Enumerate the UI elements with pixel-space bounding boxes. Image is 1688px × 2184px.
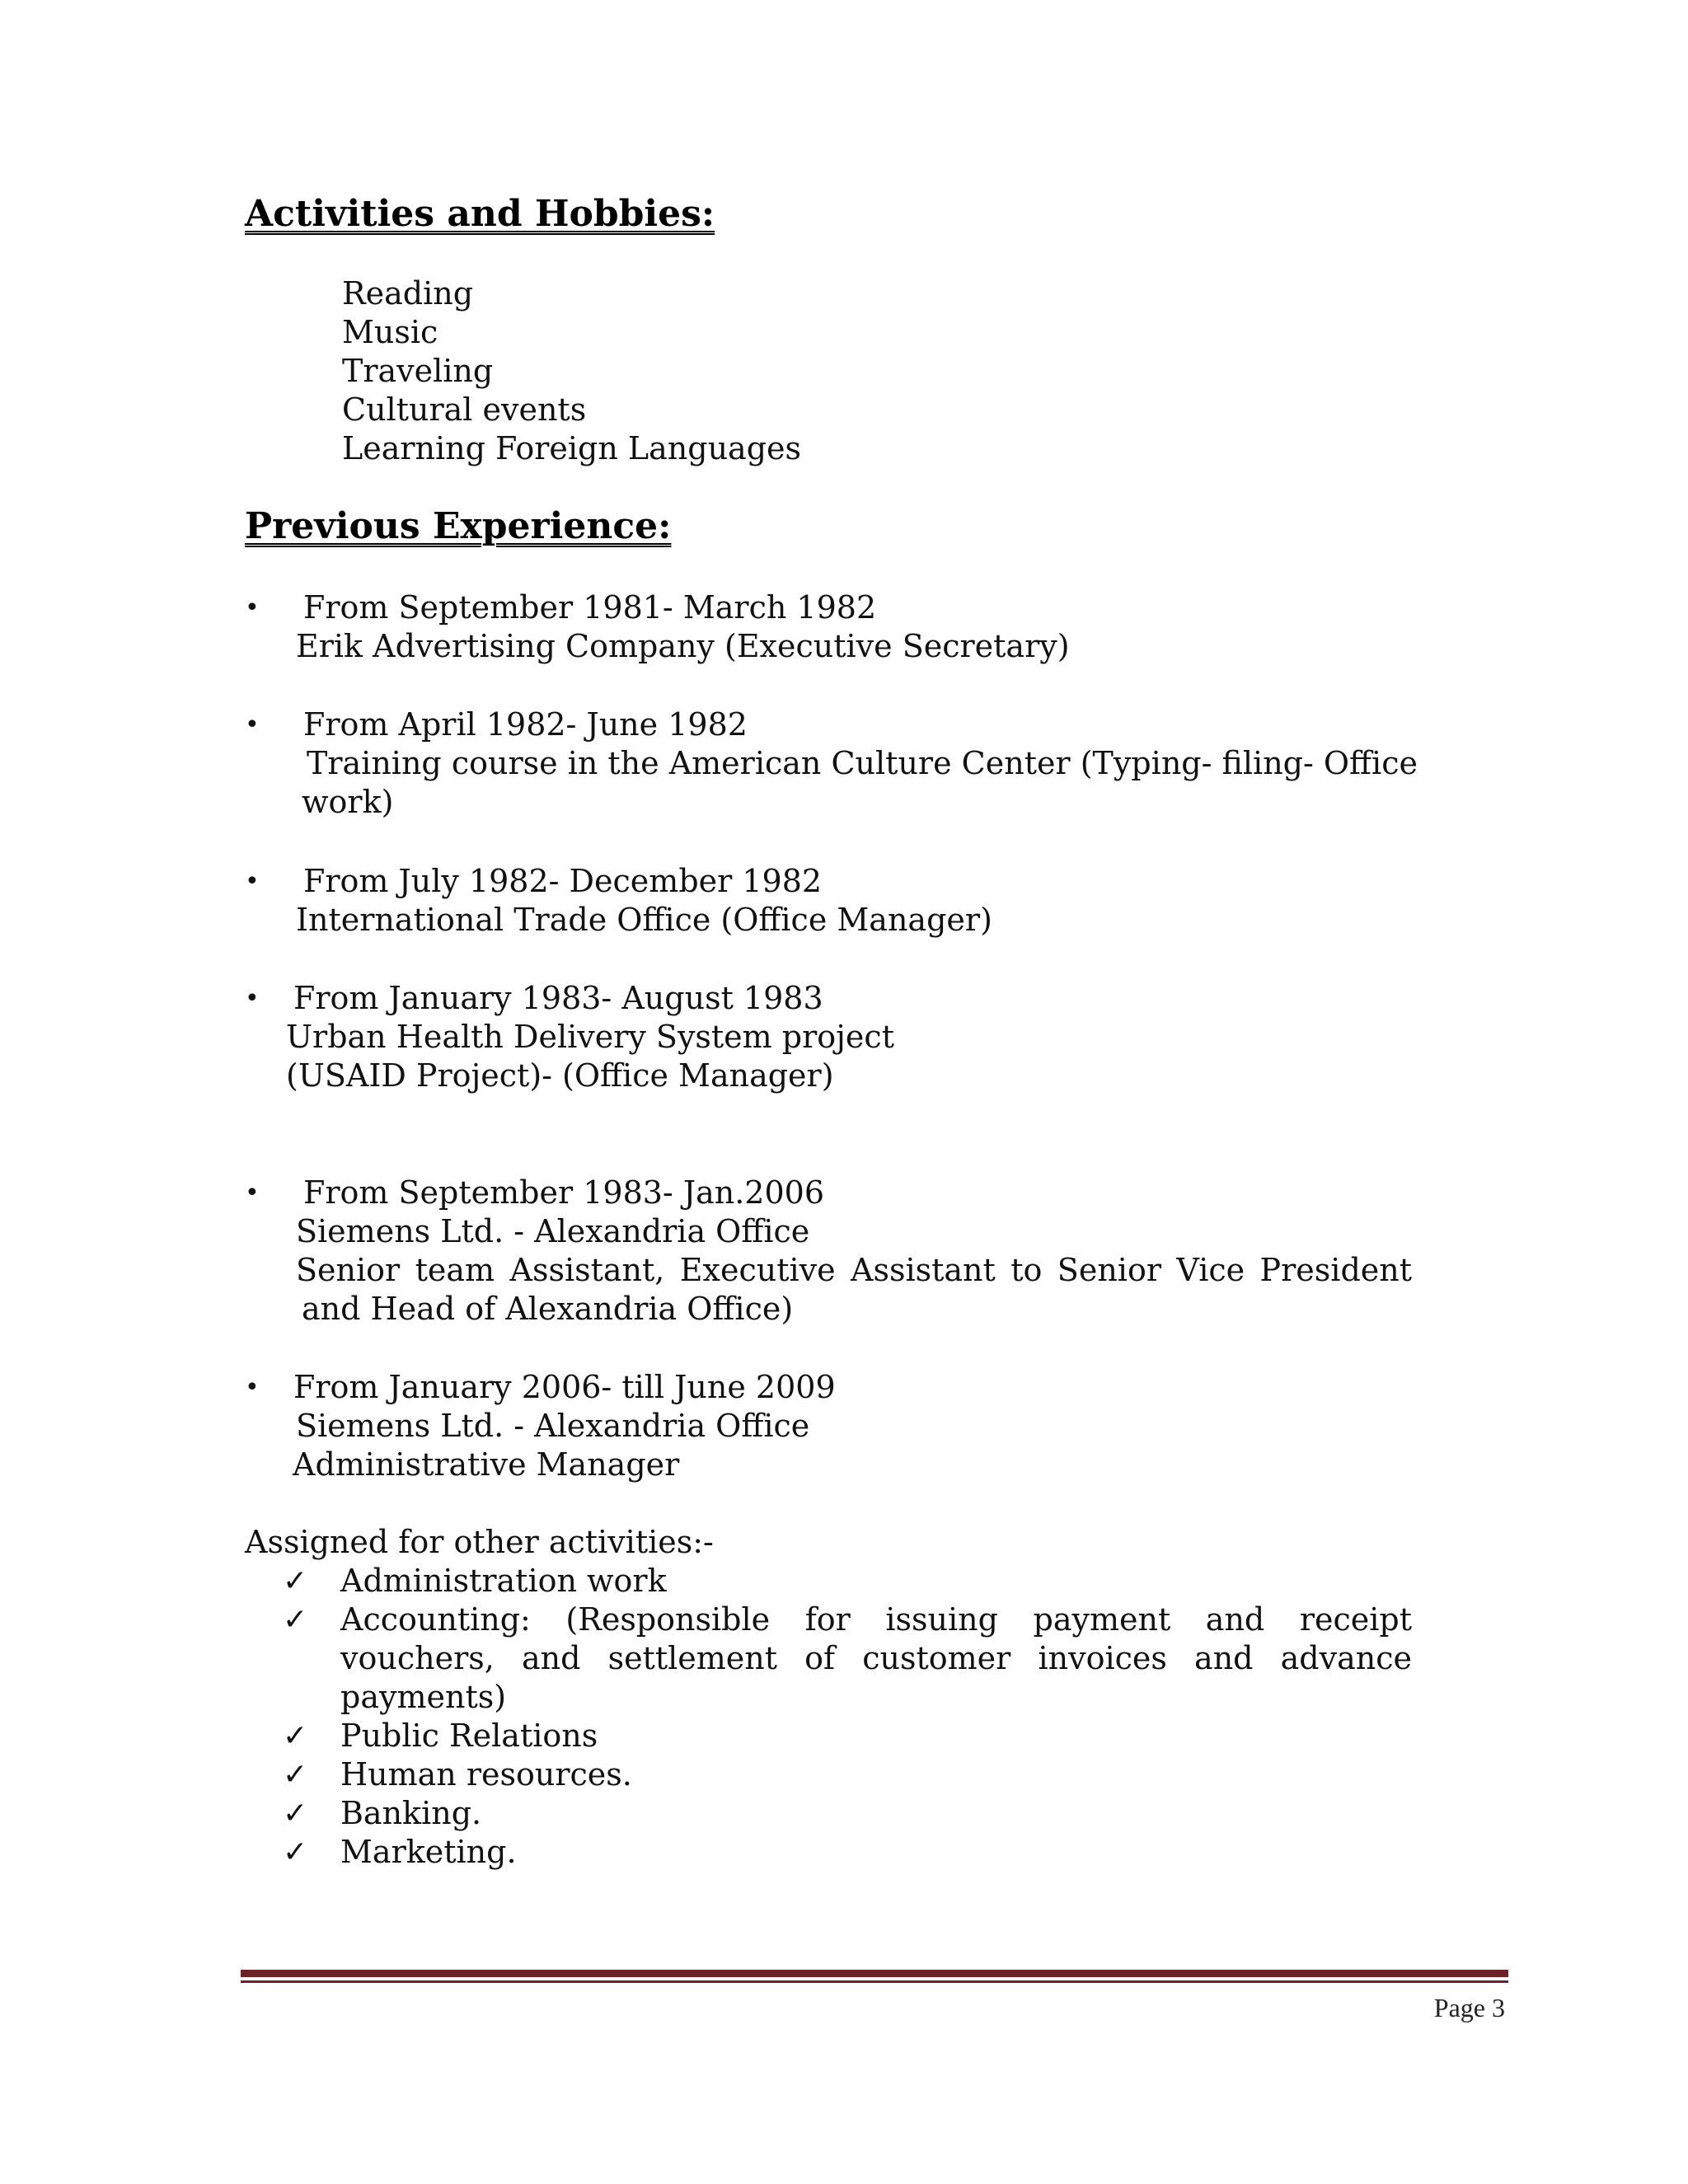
experience-detail: Siemens Ltd. - Alexandria Office [296, 1213, 810, 1249]
hobby-item: Music [342, 314, 438, 350]
checkmark-icon: ✓ [283, 1719, 308, 1753]
bullet-icon: • [245, 710, 260, 739]
experience-period: From January 2006- till June 2009 [293, 1369, 836, 1405]
hobby-item: Cultural events [342, 391, 587, 428]
checkmark-icon: ✓ [283, 1758, 308, 1792]
experience-period: From April 1982- June 1982 [303, 706, 748, 743]
bullet-icon: • [245, 1179, 260, 1207]
experience-detail: (USAID Project)- (Office Manager) [286, 1057, 834, 1094]
checkmark-icon: ✓ [283, 1603, 308, 1637]
experience-detail: International Trade Office (Office Manager) [296, 902, 992, 938]
checkmark-icon: ✓ [283, 1797, 308, 1830]
footer-rule [241, 1970, 1508, 1977]
experience-detail: Training course in the American Culture Center (Typing- filing- Office [307, 745, 1418, 781]
experience-period: From January 1983- August 1983 [293, 980, 823, 1016]
assigned-item: Administration work [340, 1563, 667, 1599]
hobby-item: Reading [342, 275, 474, 312]
page-number: Page 3 [1433, 1993, 1505, 2022]
experience-detail: Senior team Assistant, Executive Assistant to Senior Vice President [296, 1252, 1412, 1288]
experience-detail: Siemens Ltd. - Alexandria Office [296, 1408, 810, 1444]
bullet-icon: • [245, 593, 260, 622]
experience-detail: Administrative Manager [293, 1446, 680, 1483]
hobby-item: Traveling [342, 353, 494, 389]
experience-heading: Previous Experience: [245, 505, 672, 547]
assigned-item: Marketing. [340, 1834, 517, 1870]
assigned-item: Human resources. [340, 1756, 632, 1793]
footer-rule-thin [241, 1980, 1508, 1983]
experience-detail: work) [302, 784, 394, 820]
bullet-icon: • [245, 1373, 260, 1402]
bullet-icon: • [245, 867, 260, 896]
assigned-item: Accounting: (Responsible for issuing payment and receipt vouchers, and settlement of customer invoices and advance payments) [340, 1601, 1412, 1715]
assigned-item: Public Relations [340, 1718, 598, 1754]
bullet-icon: • [245, 984, 260, 1013]
experience-period: From September 1983- Jan.2006 [303, 1174, 824, 1211]
assigned-item: Banking. [340, 1795, 482, 1831]
experience-detail: Erik Advertising Company (Executive Secretary) [296, 628, 1070, 664]
experience-period: From July 1982- December 1982 [303, 863, 823, 899]
checkmark-icon: ✓ [283, 1564, 308, 1598]
experience-detail: and Head of Alexandria Office) [302, 1291, 794, 1327]
hobby-item: Learning Foreign Languages [342, 430, 802, 466]
hobbies-list [342, 274, 801, 468]
checkmark-icon: ✓ [283, 1835, 308, 1869]
activities-heading: Activities and Hobbies: [245, 193, 715, 235]
experience-detail: Urban Health Delivery System project [286, 1019, 894, 1055]
assigned-intro: Assigned for other activities:- [245, 1524, 714, 1560]
experience-period: From September 1981- March 1982 [303, 589, 877, 626]
